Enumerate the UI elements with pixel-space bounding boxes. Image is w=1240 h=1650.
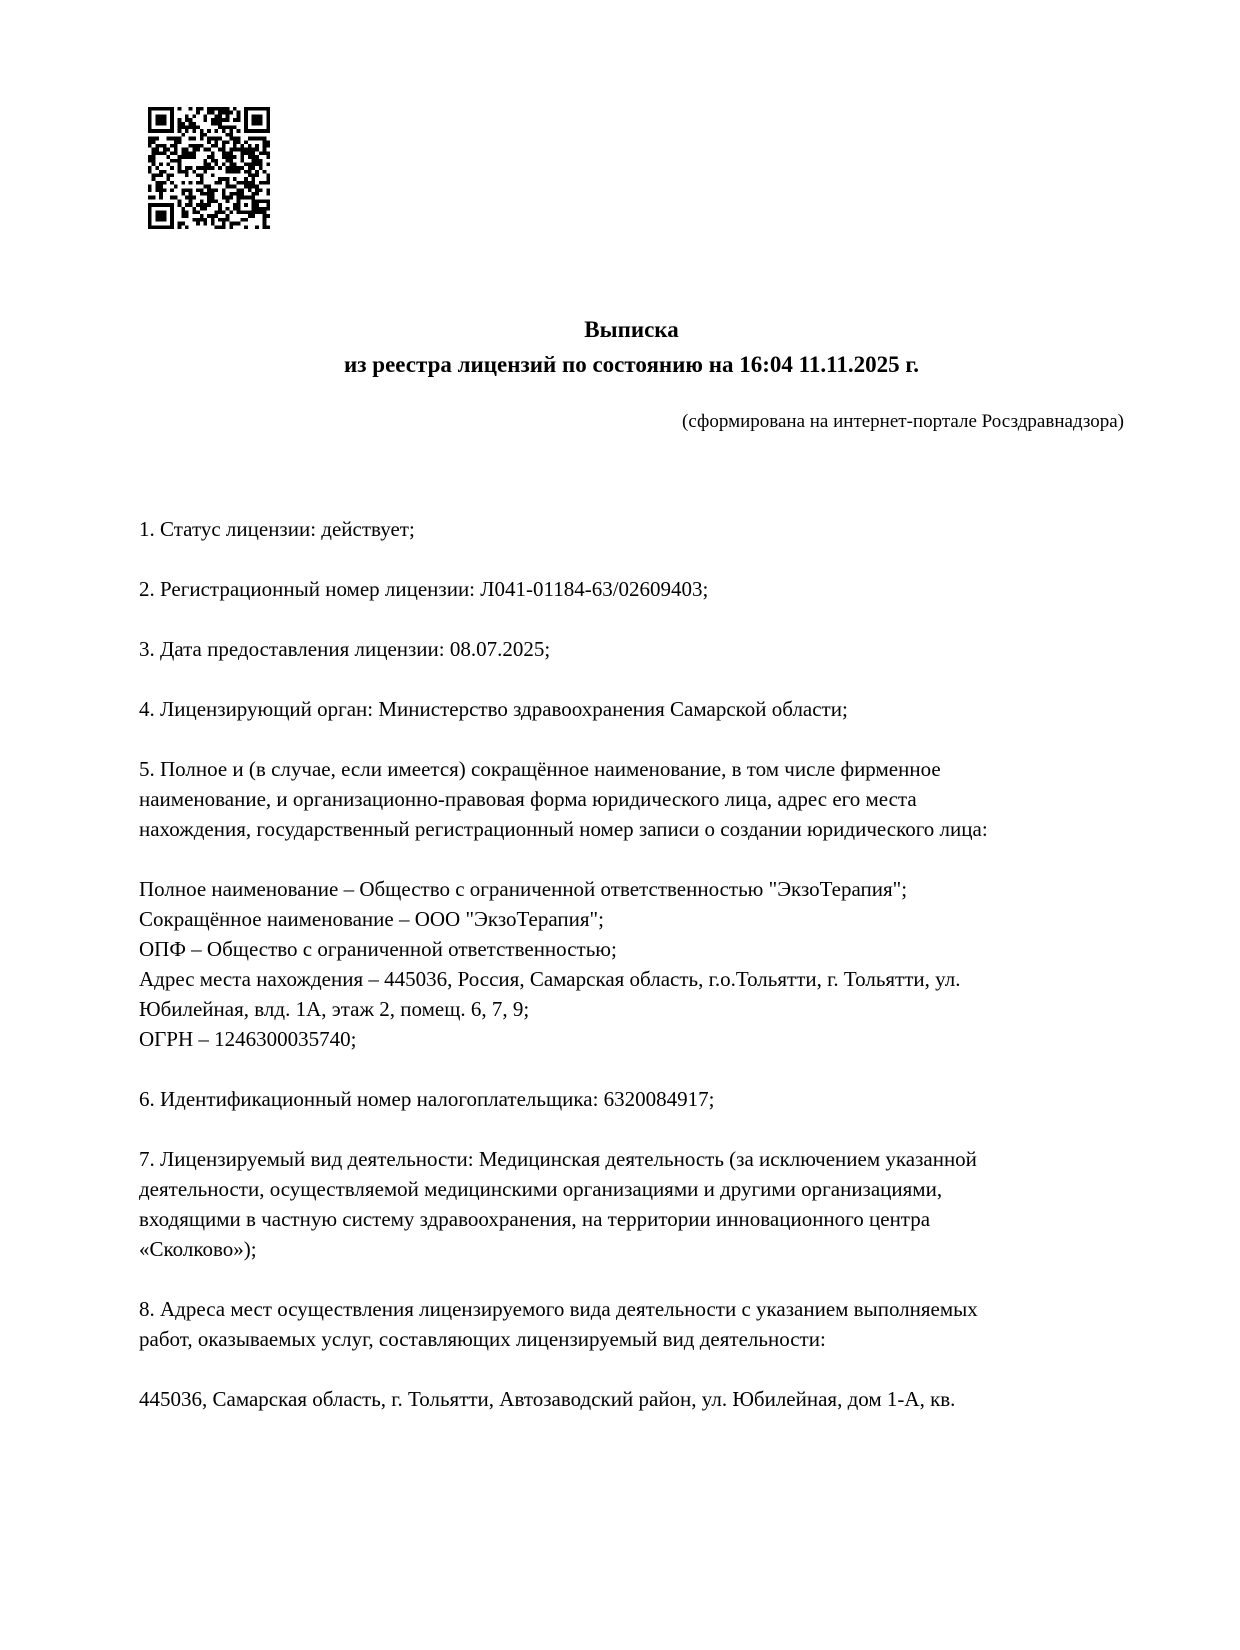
document-title-line2: из реестра лицензий по состоянию на 16:04 11.11.2025 г. [344,352,919,377]
document-subtitle: (сформирована на интернет-портале Росздравнадзора) [682,411,1124,432]
paragraph [139,634,1200,664]
text-line: нахождения, государственный регистрационный номер записи о создании юридического лица: [139,817,988,841]
text-line: входящими в частную систему здравоохранения, на территории инновационного центра [139,1207,931,1231]
paragraph [139,694,1200,724]
text-line: ОГРН – 1246300035740; [139,1027,357,1051]
text-line: 3. Дата предоставления лицензии: 08.07.2025; [139,637,551,661]
text-line: Адрес места нахождения – 445036, Россия, Самарская область, г.о.Тольятти, г. Тольятти, ул. [139,967,961,991]
text-line: Юбилейная, влд. 1А, этаж 2, помещ. 6, 7, 9; [139,997,530,1021]
paragraph [139,1084,1200,1114]
paragraph [139,574,1200,604]
text-line: 7. Лицензируемый вид деятельности: Медицинская деятельность (за исключением указанной [139,1147,977,1171]
text-line: наименование, и организационно-правовая форма юридического лица, адрес его места [139,787,917,811]
text-line: 2. Регистрационный номер лицензии: Л041-01184-63/02609403; [139,577,709,601]
text-line: «Сколково»); [139,1237,257,1261]
text-line: ОПФ – Общество с ограниченной ответственностью; [139,937,617,961]
text-line: Полное наименование – Общество с ограниченной ответственностью "ЭкзоТерапия"; [139,877,908,901]
text-line: 4. Лицензирующий орган: Министерство здравоохранения Самарской области; [139,697,848,721]
text-line: 6. Идентификационный номер налогоплательщика: 6320084917; [139,1087,715,1111]
qr-code [148,107,270,229]
paragraph [139,754,1200,844]
document-body [139,514,1200,1444]
paragraph [139,1144,1200,1264]
document-title [139,312,1124,382]
paragraph [139,514,1200,544]
text-line: работ, оказываемых услуг, составляющих лицензируемый вид деятельности: [139,1327,826,1351]
paragraph [139,874,1200,1054]
text-line: 5. Полное и (в случае, если имеется) сокращённое наименование, в том числе фирменное [139,757,941,781]
paragraph [139,1384,1200,1414]
text-line: Сокращённое наименование – ООО "ЭкзоТерапия"; [139,907,604,931]
text-line: 8. Адреса мест осуществления лицензируемого вида деятельности с указанием выполняемых [139,1297,978,1321]
text-line: 445036, Самарская область, г. Тольятти, Автозаводский район, ул. Юбилейная, дом 1-А, кв. [139,1387,956,1411]
text-line: деятельности, осуществляемой медицинскими организациями и другими организациями, [139,1177,943,1201]
text-line: 1. Статус лицензии: действует; [139,517,415,541]
document-title-line1: Выписка [584,317,679,342]
paragraph [139,1294,1200,1354]
